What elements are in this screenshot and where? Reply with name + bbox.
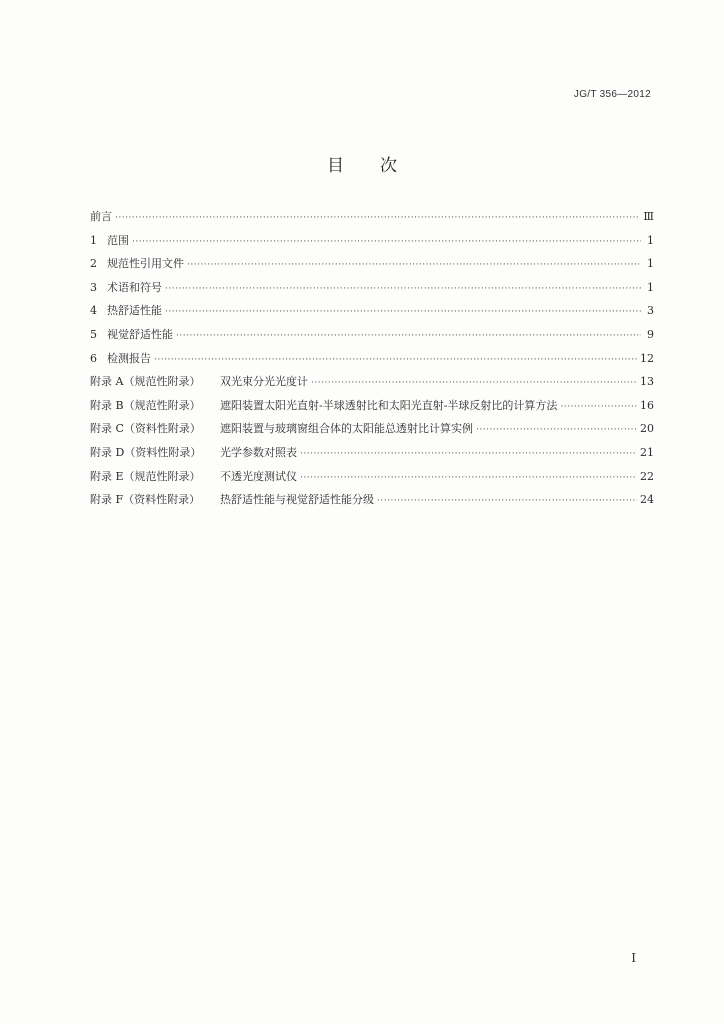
dot-leader bbox=[377, 496, 637, 506]
toc-appendix-tag: 附录 C（资料性附录） bbox=[90, 422, 201, 436]
toc-entry-number: 3 bbox=[90, 280, 97, 294]
toc-appendix-tag: 附录 B（规范性附录） bbox=[90, 398, 201, 412]
dot-leader bbox=[311, 378, 637, 388]
toc-entry-page: 16 bbox=[640, 398, 654, 412]
toc-entry-label: 术语和符号 bbox=[107, 280, 162, 294]
toc-entry-page: 3 bbox=[647, 304, 654, 318]
toc-entry-page: 12 bbox=[640, 351, 654, 365]
toc-entry-page: 13 bbox=[640, 375, 654, 389]
toc-entry-3[interactable] bbox=[90, 279, 654, 303]
toc-entry-page: 9 bbox=[647, 327, 654, 341]
toc-entry-page: Ⅲ bbox=[643, 210, 654, 223]
standard-number: JG/T 356—2012 bbox=[573, 89, 651, 100]
toc-entry-label: 光学参数对照表 bbox=[220, 445, 297, 459]
dot-leader bbox=[300, 449, 637, 459]
toc-entry-label: 遮阳装置太阳光直射-半球透射比和太阳光直射-半球反射比的计算方法 bbox=[220, 398, 558, 412]
toc-entry-page: 1 bbox=[647, 257, 654, 271]
toc-appendix-tag: 附录 D（资料性附录） bbox=[90, 445, 202, 459]
toc-entry-appendix-a[interactable] bbox=[90, 373, 654, 397]
toc-entry-page: 20 bbox=[640, 422, 654, 436]
toc-entry-label: 视觉舒适性能 bbox=[107, 327, 173, 341]
toc-entry-label: 范围 bbox=[107, 233, 129, 247]
toc-entry-number: 6 bbox=[90, 351, 97, 365]
toc-entry-6[interactable] bbox=[90, 350, 654, 374]
toc-entry-appendix-e[interactable] bbox=[90, 468, 654, 492]
dot-leader bbox=[115, 213, 640, 223]
dot-leader bbox=[300, 473, 637, 483]
toc-entry-appendix-b[interactable] bbox=[90, 397, 654, 421]
toc-entry-page: 22 bbox=[640, 469, 654, 483]
toc-entry-label: 遮阳装置与玻璃窗组合体的太阳能总透射比计算实例 bbox=[220, 422, 473, 436]
toc-entry-label: 检测报告 bbox=[107, 351, 151, 365]
toc-entry-number: 2 bbox=[90, 257, 97, 271]
dot-leader bbox=[154, 355, 637, 365]
toc-title-char-2: 次 bbox=[380, 156, 397, 176]
toc-entry-appendix-d[interactable] bbox=[90, 444, 654, 468]
toc-appendix-tag: 附录 E（规范性附录） bbox=[90, 469, 201, 483]
toc-appendix-tag: 附录 F（资料性附录） bbox=[90, 493, 201, 507]
toc-entry-number: 1 bbox=[90, 233, 97, 247]
toc-entry-appendix-f[interactable] bbox=[90, 491, 654, 515]
toc-entry-appendix-c[interactable] bbox=[90, 420, 654, 444]
toc-entry-foreword[interactable] bbox=[90, 208, 654, 232]
toc-entry-4[interactable] bbox=[90, 302, 654, 326]
toc-entry-1[interactable] bbox=[90, 232, 654, 256]
toc-entry-page: 1 bbox=[647, 280, 654, 294]
toc-entry-label: 双光束分光光度计 bbox=[220, 375, 308, 389]
toc-entry-label: 规范性引用文件 bbox=[107, 257, 184, 271]
dot-leader bbox=[476, 425, 637, 435]
table-of-contents bbox=[90, 208, 654, 515]
toc-entry-label: 不透光度测试仪 bbox=[220, 469, 297, 483]
toc-entry-label: 前言 bbox=[90, 210, 112, 223]
toc-entry-2[interactable] bbox=[90, 255, 654, 279]
toc-title bbox=[0, 151, 724, 176]
toc-entry-label: 热舒适性能 bbox=[107, 304, 162, 318]
toc-entry-label: 热舒适性能与视觉舒适性能分级 bbox=[220, 493, 374, 507]
dot-leader bbox=[176, 331, 641, 341]
toc-appendix-tag: 附录 A（规范性附录） bbox=[90, 375, 201, 389]
dot-leader bbox=[132, 237, 641, 247]
dot-leader bbox=[187, 260, 641, 270]
toc-entry-number: 5 bbox=[90, 327, 97, 341]
toc-entry-5[interactable] bbox=[90, 326, 654, 350]
toc-entry-number: 4 bbox=[90, 304, 97, 318]
page-number: I bbox=[631, 951, 636, 965]
toc-entry-page: 1 bbox=[647, 233, 654, 247]
dot-leader bbox=[165, 307, 641, 317]
toc-title-char-1: 目 bbox=[327, 156, 344, 176]
toc-entry-page: 24 bbox=[640, 493, 654, 507]
dot-leader bbox=[165, 284, 641, 294]
dot-leader bbox=[560, 402, 637, 412]
toc-entry-page: 21 bbox=[640, 445, 654, 459]
